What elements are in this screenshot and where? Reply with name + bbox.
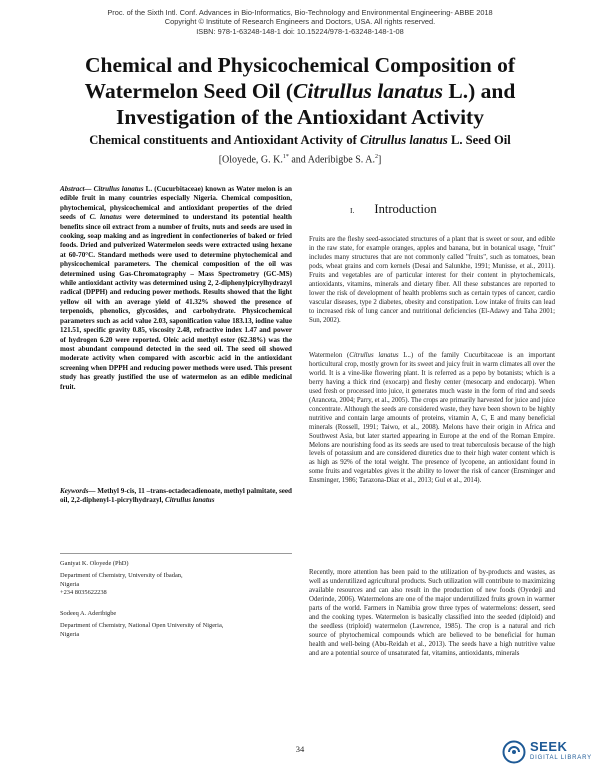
- keywords: Keywords— Methyl 9-cis, 11 –trans-octadecadienoate, methyl palmitate, seed oil, 2,2-diphenyl-1-picrylhydrazyl, Citrullus lanatus: [60, 487, 292, 505]
- header-line-copyright: Copyright © Institute of Research Engineers and Doctors, USA. All rights reserved.: [164, 17, 436, 27]
- title-species: Citrullus lanatus: [293, 79, 444, 103]
- paper-subtitle: Chemical constituents and Antioxidant Activity of Citrullus lanatus L. Seed Oil: [89, 133, 511, 147]
- footnote-divider: [60, 553, 292, 554]
- author-list: [Oloyede, G. K.$^{1*}$ and Aderibigbe S. A.$^2$]: [218, 154, 382, 166]
- section-title: Introduction: [374, 202, 437, 216]
- intro-paragraph-2: Watermelon (Citrullus lanatus L..) of the family Cucurbitaceae is an important horticultural crop, mostly grown for its sweet and juicy fruit in warm climates all over the world. It is a vine-like flowering plant. It is referred as a pepo by botanists; which is a berry having a thick rind (exocarp) and fleshy center (mesocarp and endocarp). When used fresh or processed into juice, it generates much waste in the form of rind and seeds (Aranceta, 2004; Parry, et al., 2005). The crops are primarily harvested for juice and juice concentrate. Although the seeds are considered waste, they have been shown to be highly nutritive and contain large amounts of proteins, vitamin A, C, E and many beneficial minerals (Rossell, 1991; Taiwo, et al., 2008). Melons have their origin in Africa and Southwest Asia, but later started appearing in Europe at the end of the Roman Empire. Melons are nourishing food as its seeds are used to treat tuberculosis because of the high levels of potassium and are considered diuretics due to their high water content which is as high as 92% of the total weight. The presence of lycopene, an antioxidant found in some fruits and vegetables gives it the ability to lower the risk of cancer (Ensminger and Ensminger, 1986; Tarazona-Díaz et al., 2013; Gul et al., 2014).: [309, 352, 555, 485]
- intro-paragraph-3: Recently, more attention has been paid to the utilization of by-products and wastes, as well as underutilized agricultural products. Such utilization will contribute to maximizing available resources and can also result in the production of new foods (Oyedeji and Oderinde, 2006). Watermelons are one of the major underutilized fruits grown in warmer parts of the world. Farmers in Namibia grow three types of watermelons: dessert, seed and the cooking types. Watermelon is basically classified into the seeded (diploid) and the seedless (triploid) watermelon (Lawrence, 1985). The crop is a natural and rich source of phytochemical compounds which are believed to be beneficial for human health and well-being (Abu-Reidah et al., 2013). The seeds have a high nutritive value and are a potential source of unsaturated fat, vitamins, antioxidants, minerals: [309, 569, 555, 657]
- proceedings-header: [0, 8, 600, 36]
- header-line-conference: Proc. of the Sixth Intl. Conf. Advances in Bio-Informatics, Bio-Technology and Environmental Engineering- ABBE 2018: [107, 8, 493, 17]
- seek-digital-library-logo: [502, 736, 592, 770]
- seek-logo-subtitle: DIGITAL LIBRARY: [530, 755, 592, 761]
- abstract-label: Abstract—: [60, 185, 92, 193]
- subtitle-species: Citrullus lanatus: [359, 133, 448, 147]
- author-affiliation-2: Sodeeq A. Aderibigbe Department of Chemistry, National Open University of Nigeria, Nigeria: [60, 610, 224, 638]
- section-number: I.: [350, 206, 355, 215]
- page-number: 34: [295, 744, 305, 754]
- author-affiliation-1: Ganiyat K. Oloyede (PhD) Department of Chemistry, University of Ibadan, Nigeria +234 8035622238: [60, 560, 183, 597]
- header-line-isbn: ISBN: 978-1-63248-148-1 doi: 10.15224/978-1-63248-148-1-08: [196, 26, 404, 36]
- section-heading-introduction: [350, 202, 530, 217]
- seek-logo-word: SEEK: [530, 739, 568, 754]
- abstract: Abstract— Citrullus lanatus L. (Cucurbitaceae) known as Water melon is an edible fruit in many countries especially Nigeria. Chemical composition, phytochemical, physicochemical and antioxidant properties of the dried seeds of C. lanatus were determined to understand its potential health benefits since oil extract from a number of fruits, nuts and seeds are used in cooking, soap making and as ingredient in confectioneries of baked or fried foods. Dried and pulverized Watermelon seeds were extracted using hexane at 60-70°C. Standard methods were used to determine phytochemical and physicochemical parameters. The chemical composition of the oil was determined using Gas-Chromatography – Mass Spectrometry (GC-MS) while antioxidant activity was determined using 2, 2-diphenylpicrylhydrazyl radical (DPPH) and reducing power methods. Results showed that the light yellow oil with an average yield of 41.32% showed the presence of terpenoids, phenolics, glycosides, and carbohydrate. Physicochemical parameters such as acid value 2.03, saponification value 183.13, iodine value 121.51, specific gravity 0.85, viscosity 2.48, refractive index 1.47 and power of hydrogen 6.20 were reported. Oleic acid methyl ester (62.38%) was the most abundant compound detected in the seed oil. The seed oil showed moderate activity when compared with ascorbic acid in the antioxidant screening when DPPH and reducing power methods were used. This present study has greatly justified the use of watermelon as an edible medicinal fruit.: [60, 185, 292, 391]
- paper-title: Chemical and Physicochemical Composition of Watermelon Seed Oil (Citrullus lanatus L.) and Investigation of the Antioxidant Activity: [84, 53, 516, 129]
- keywords-label: Keywords—: [60, 487, 96, 495]
- seek-logo-icon: [502, 740, 526, 764]
- intro-paragraph-1: Fruits are the fleshy seed-associated structures of a plant that is sweet or sour, and edible in the raw state, for example oranges, apples and banana, but in botanical usage, "fruit" includes many structures that are not commonly called "fruits", such as tomatoes, bean pods, wheat grains and corn kernels (Desai and Salunkhe, 1991; Munisse, et al., 2011). Fruits and vegetables are of particular interest for their content in phytochemicals, antioxidants, vitamins, minerals and dietary fiber. All these substances are reported to lower the risk of development of health problems such as certain types of cancer, cardio vascular diseases, type 2 diabetes, obesity and constipation. Low intake of fruits can lead to increased risk of lung cancer and nutritional deficiencies (El-Adawy and Taha 2001; Sun, 2002).: [309, 236, 555, 324]
